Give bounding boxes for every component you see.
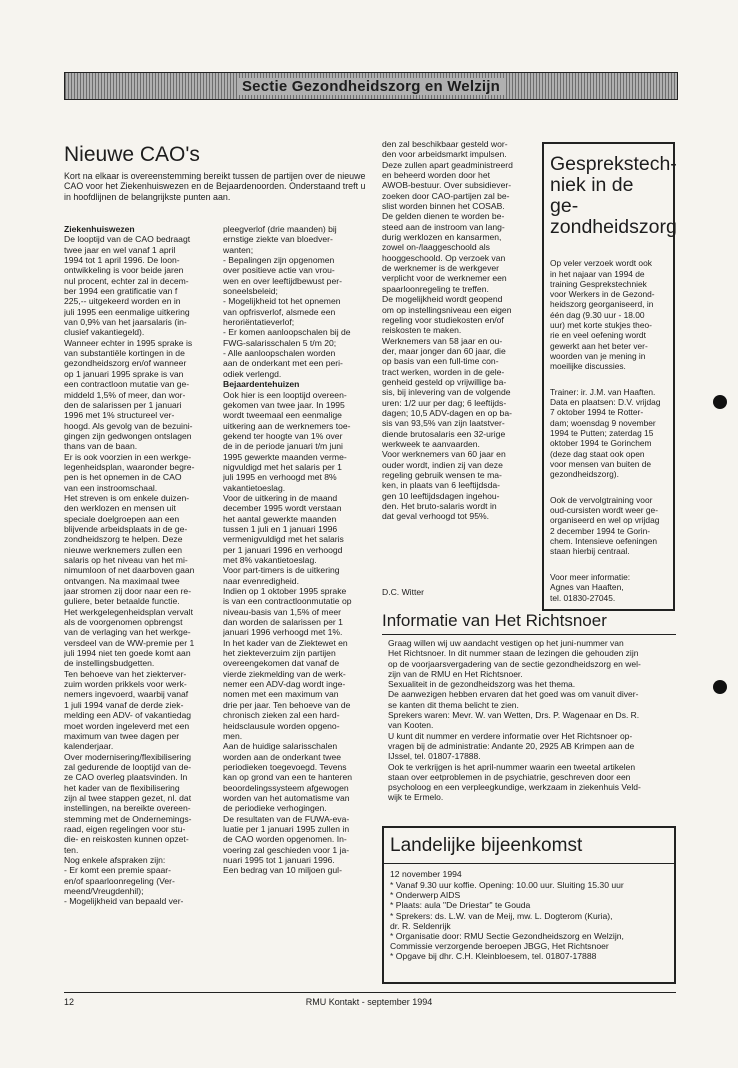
punch-hole-mark — [713, 680, 727, 694]
article-intro: Kort na elkaar is overeenstemming bereikt tussen de partijen over de nieuwe CAO voor het Ziekenhuiswezen en de Bejaardenoorden. Onderstaand treft u in hoofdlijnen de belangrijkste punten aan. — [64, 171, 366, 202]
punch-hole-mark — [713, 395, 727, 409]
richtsnoer-divider — [382, 634, 676, 635]
landelijke-divider — [384, 863, 674, 864]
event-detail-item: * Vanaf 9.30 uur koffie. Opening: 10.00 uur. Sluiting 15.30 uur — [390, 880, 624, 890]
article-column-1 — [64, 224, 218, 984]
event-date: 12 november 1994 — [390, 869, 462, 879]
column-2-text-top: pleegverlof (drie maanden) bij ernstige ziekte van bloedver- wanten; - Bepalingen zijn opgenomen over positieve actie van vrou- wen en over leeftijdbewust per- soneelsbeleid; - Mogelijkheid tot het opnemen van opfrisverlof, alsmede een heroriëntatieverlof; - Er komen aanloopschalen bij de FWG-salarisschalen 5 t/m 20; - Alle aanloopschalen worden aan de onderkant met een peri- odiek verlengd. — [223, 224, 351, 379]
event-details-list — [390, 880, 674, 962]
article-title: Nieuwe CAO's — [64, 143, 200, 166]
section-header-bar — [64, 72, 678, 100]
gesprekstechniek-contact: Voor meer informatie: Agnes van Haaften, tel. 01830-27045. — [550, 571, 631, 603]
gesprekstechniek-box — [542, 142, 675, 611]
article-column-2 — [223, 224, 371, 984]
article-column-3: den zal beschikbaar gesteld wor- den voor arbeidsmarkt impulsen. Deze zullen apart geadministreerd en beheerd worden door het AWOB-bestuur. Over subsidiever- zoeken door CAO-partijen zal be- slist worden binnen het COSAB. De gelden dienen te worden be- steed aan de instroom van lang- durig werklozen en kansarmen, zowel on-/laaggeschoold als hooggeschoold. Op verzoek van de werknemer is de werkgever verplicht voor de werknemer een spaarloonregeling te treffen. De mogelijkheid wordt geopend om op instellingsniveau een eigen regeling voor studiekosten en/of reiskosten te maken. Werknemers van 58 jaar en ou- der, maar jonger dan 60 jaar, die op basis van een full-time con- tract werken, worden in de gele- genheid gesteld op vrijwillige ba- sis, bij inlevering van de volgende uren: 1/2 uur per dag; 6 leeftijds- dagen; 10,5 ADV-dagen en op ba- sis van 93,5% van zijn laatstver- diende brutosalaris een 32-urige werkweek te aanvaarden. Voor werknemers van 60 jaar en ouder wordt, indien zij van deze regeling gebruik wensen te ma- ken, in plaats van 6 leeftijdsda- gen 10 leeftijdsdagen ingehou- den. Het bruto-salaris wordt in dat geval verhoogd tot 95%. — [382, 139, 513, 522]
richtsnoer-text: Graag willen wij uw aandacht vestigen op het juni-nummer van Het Richtsnoer. In dit nummer staan de lezingen die gehouden zijn op de voorjaarsvergadering van de sectie gezondheidszorg en wel- zijn van de RMU en Het Richtsnoer. Sexualiteit in de gezondheidszorg was het thema. De aanwezigen hebben ervaren dat het goed was om vanuit diver- se kanten dit thema belicht te zien. Sprekers waren: Mevr. W. van Wetten, Drs. P. Wagenaar en Ds. R. van Kooten. U kunt dit nummer en verdere informatie over Het Richtsnoer op- vragen bij de administratie: Andante 20, 2925 AB Krimpen aan de IJssel, tel. 01807-17888. Ook te verkrijgen is het april-nummer waarin een tweetal artikelen staan over eetproblemen in de psychiatrie, geschreven door een psycholoog en een verpleegkundige, werkzaam in ziekenhuis Veld- wijk te Ermelo. — [388, 638, 641, 803]
event-detail-item: * Opgave bij dhr. C.H. Kleinbloesem, tel. 01807-17888 — [390, 951, 597, 962]
event-detail-item: * Organisatie door: RMU Sectie Gezondheidszorg en Welzijn, Commissie verzorgende beroepen JBGG, Het Richtsnoer — [390, 931, 624, 952]
subheading-ziekenhuiswezen: Ziekenhuiswezen — [64, 224, 135, 234]
page-number: 12 — [64, 997, 75, 1007]
column-1-text: De looptijd van de CAO bedraagt twee jaar en wel vanaf 1 april 1994 tot 1 april 1996. De loon- ontwikkeling is voor beide jaren nul procent, echter zal in decem- ber 1994 een gratificatie van f 225,-- uitgekeerd worden en in juli 1995 een eenmalige uitkering van 0,9% van het jaarsalaris (in- clusief vakantiegeld). Wanneer echter in 1995 sprake is van substantiële kortingen in de gezondheidszorg en/of wanneer op 1 januari 1995 sprake is van een contractloon mutatie van ge- middeld 1,5% of meer, dan wor- den de salarissen per 1 januari 1996 met 1% structureel ver- hoogd. Als gevolg van de bezuini- gingen zijn gedwongen ontslagen thans van de baan. Er is ook voorzien in een werkge- legenheidsplan, waaronder begre- pen is het opnemen in de CAO van een instroomschaal. Het streven is om enkele duizen- den werklozen en mensen uit speciale doelgroepen aan een blijvende arbeidsplaats in de ge- zondheidszorg te helpen. Deze nieuwe werknemers zullen een salaris op het niveau van het mi- nimumloon of net daarboven gaan ontvangen. Na maximaal twee jaar stromen zij door naar een re- guliere, beter betaalde functie. Het werkgelegenheidsplan vervalt als de voorgenomen opbrengst van de verlaging van het werkge- versdeel van de WW-premie per 1 juli 1994 niet ten goede komt aan de instellingsbudgetten. Ten behoeve van het ziekterver- zuim worden prikkels voor werk- nemers ingevoerd, waarbij vanaf 1 juli 1994 vanaf de derde ziek- melding een ADV- of vakantiedag moet worden ingeleverd met een maximum van twee dagen per kalenderjaar. Over modernisering/flexibilisering zal gedurende de looptijd van de- ze CAO overleg plaatsvinden. In het kader van de flexibilisering zijn al twee stappen gezet, nl. dat instellingen, na bereikte overeen- stemming met de Ondernemings- raad, eigen regelingen voor stu- die- en reiskosten kunnen opzet- ten. Nog enkele afspraken zijn: - Er komt een premie spaar- en/of spaarloonregeling (Ver- meend/Vreugdenhil); - Mogelijkheid van bepaald ver- — [64, 234, 195, 907]
article-signature: D.C. Witter — [382, 587, 425, 597]
richtsnoer-title: Informatie van Het Richtsnoer — [382, 611, 607, 630]
gesprekstechniek-text — [550, 248, 667, 618]
subheading-bejaardentehuizen: Bejaardentehuizen — [223, 379, 300, 390]
footer-publication: RMU Kontakt - september 1994 — [305, 997, 433, 1007]
footer-divider — [64, 992, 676, 993]
event-detail-item: * Onderwerp AIDS — [390, 890, 461, 901]
gesprekstechniek-paragraph-1: Op veler verzoek wordt ook in het najaar van 1994 de training Gesprekstechniek voor Werkers in de Gezond- heidszorg georganiseerd, in één dag (9.30 uur - 18.00 uur) met korte stukjes theo- rie en veel oefening wordt gewerkt aan het beter ver- woorden van je mening in moeilijke discussies. — [550, 258, 655, 372]
event-detail-item: * Plaats: aula "De Driestar" te Gouda — [390, 900, 531, 911]
gesprekstechniek-paragraph-2: Trainer: ir. J.M. van Haaften. Data en plaatsen: D.V. vrijdag 7 oktober 1994 te Rotter- dam; woensdag 9 november 1994 te Putten; zaterdag 15 oktober 1994 te Gorinchem (deze dag staat ook open voor mensen van buiten de gezondheidszorg). — [550, 386, 661, 480]
landelijke-bijeenkomst-title: Landelijke bijeenkomst — [390, 835, 583, 856]
column-2-text-bottom: Ook hier is een looptijd overeen- gekomen van twee jaar. In 1995 wordt tweemaal een eenmalige uitkering aan de werknemers toe- gekend ter hoogte van 1% over de in de periode januari t/m juni 1995 gewerkte maanden verme- nigvuldigd met het salaris per 1 juli 1995 en verhoogd met 8% vakantietoeslag. Voor de uitkering in de maand december 1995 wordt verstaan het aantal gewerkte maanden tussen 1 juli en 1 januari 1996 vermenigvuldigd met het salaris per 1 januari 1996 en verhoogd met 8% vakantietoeslag. Voor part-timers is de uitkering naar evenredigheid. Indien op 1 oktober 1995 sprake is van een contractloonmutatie op niveau-basis van 1,5% of meer dan worden de salarissen per 1 januari 1996 verhoogd met 1%. In het kader van de Ziektewet en het ziekteverzuim zijn partijen overeengekomen dat vanaf de vierde ziekmelding van de werk- nemer een ADV-dag wordt inge- nomen met een maximum van drie per jaar. Ten behoeve van de chronisch zieken zal een hard- heidsclausule worden opgeno- men. Aan de huidige salarisschalen worden aan de onderkant twee periodieken toegevoegd. Tevens kan op grond van een te hanteren beoordelingssysteem afgewogen worden van het automatisme van de periodieke verhogingen. De resultaten van de FUWA-eva- luatie per 1 januari 1995 zullen in de CAO worden opgenomen. In- voering zal geschieden voor 1 ja- nuari 1995 tot 1 januari 1996. Een bedrag van 10 miljoen gul- — [223, 389, 353, 876]
event-detail-item: * Sprekers: ds. L.W. van de Meij, mw. L. Dogterom (Kuria), dr. R. Seldenrijk — [390, 910, 613, 931]
section-header-title: Sectie Gezondheidszorg en Welzijn — [238, 78, 504, 95]
landelijke-bijeenkomst-box — [382, 826, 676, 984]
gesprekstechniek-title: Gesprekstech- niek in de ge- zondheidszorg — [550, 153, 677, 238]
gesprekstechniek-paragraph-3: Ook de vervolgtraining voor oud-cursisten wordt weer ge- organiseerd en wel op vrijdag 2 december 1994 te Gorin- chem. Intensieve oefeningen staan hierbij centraal. — [550, 494, 660, 557]
